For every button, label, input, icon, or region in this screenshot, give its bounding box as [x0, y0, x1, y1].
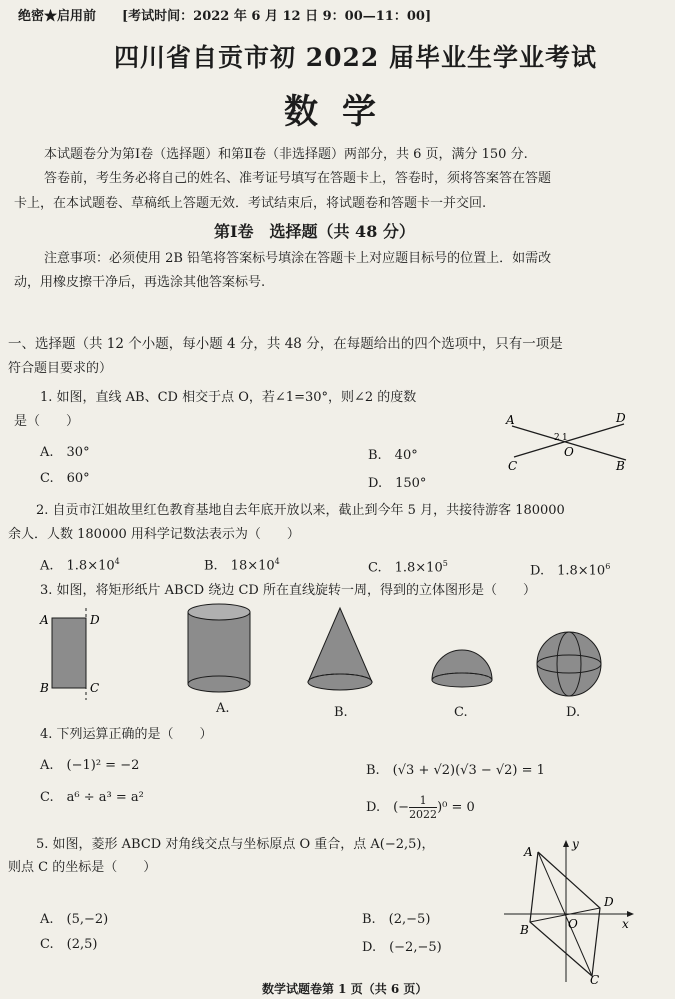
q2-option-c: C. $1.8\times 10^5$: [368, 559, 448, 576]
q5-option-c: C. (2,5): [40, 937, 98, 952]
q3-rectangle-figure: [36, 608, 108, 700]
q2-option-d: D. $1.8\times 10^6$: [530, 562, 611, 579]
q5-option-b: B. (2,−5): [362, 912, 431, 927]
q5-option-d: D. (−2,−5): [362, 940, 442, 955]
q4-stem: 4. 下列运算正确的是（ ）: [40, 727, 213, 742]
page-footer: 数学试题卷第 1 页（共 6 页）: [262, 982, 428, 996]
svg-text:O: O: [568, 917, 578, 931]
q1-angle-1: 1: [562, 433, 568, 443]
part1-note-b: 动，用橡皮擦干净后，再选涂其他答案标号.: [14, 275, 266, 290]
q3-stem: 3. 如图，将矩形纸片 ABCD 绕边 CD 所在直线旋转一周，得到的立体图形是（ ）: [40, 583, 536, 598]
svg-text:C: C: [90, 681, 100, 695]
q2-stem-a: 2. 自贡市江姐故里红色教育基地自去年底开放以来，截止到今年 5 月，共接待游客 180000: [36, 503, 565, 518]
intro-line-1: 本试题卷分为第Ⅰ卷（选择题）和第Ⅱ卷（非选择题）两部分，共 6 页，满分 150 分.: [44, 147, 528, 162]
q2-option-b: B. $18\times 10^4$: [204, 557, 280, 574]
part1-note-a: 注意事项：必须使用 2B 铅笔将答案标号填涂在答题卡上对应题目标号的位置上．如需改: [44, 251, 552, 266]
svg-text:B: B: [520, 923, 529, 937]
q2-option-a: A. $1.8\times 10^4$: [40, 557, 120, 574]
svg-text:B: B: [40, 681, 49, 695]
q3-hemisphere: [426, 644, 498, 696]
q1-option-c: C. 60°: [40, 471, 90, 486]
q5-figure: [500, 836, 640, 986]
q3-label-d: D.: [566, 705, 581, 720]
svg-text:C: C: [590, 973, 600, 986]
q5-stem-b: 则点 C 的坐标是（ ）: [8, 860, 157, 875]
q2-stem-b: 余人．人数 180000 用科学记数法表示为（ ）: [8, 527, 300, 542]
q1-label-a: A: [506, 413, 515, 427]
q4-option-a: A. (−1)² = −2: [40, 758, 140, 773]
q1-option-d: D. 150°: [368, 476, 427, 491]
q3-label-a: A.: [216, 701, 230, 716]
q5-option-a: A. (5,−2): [40, 912, 109, 927]
svg-text:D: D: [90, 613, 100, 627]
q1-label-d: D: [616, 411, 626, 425]
q1-label-c: C: [508, 459, 518, 473]
part1-title: 第Ⅰ卷 选择题（共 48 分）: [214, 222, 415, 241]
q1-angle-2: 2: [554, 433, 560, 443]
svg-text:x: x: [622, 917, 629, 931]
section1-heading-a: 一、选择题（共 12 个小题，每小题 4 分，共 48 分，在每题给出的四个选项中，只有一项是: [8, 336, 563, 352]
svg-text:A: A: [40, 613, 49, 627]
q3-cone: [300, 604, 380, 700]
svg-text:A: A: [524, 845, 533, 859]
q3-label-c: C.: [454, 705, 468, 720]
q1-label-b: B: [616, 459, 625, 473]
q1-stem-a: 1. 如图，直线 AB、CD 相交于点 O，若∠1=30°，则∠2 的度数: [40, 390, 417, 405]
exam-time: [考试时间：2022 年 6 月 12 日 9：00—11：00]: [122, 9, 432, 24]
q3-sphere: [534, 628, 604, 700]
q1-label-o: O: [564, 445, 574, 459]
q4-option-d: D. (− $\frac{1}{2022}$ )⁰ = 0: [366, 794, 475, 821]
q5-stem-a: 5. 如图，菱形 ABCD 对角线交点与坐标原点 O 重合，点 A(−2,5)，: [36, 837, 435, 852]
q1-figure: [500, 404, 640, 474]
q1-option-a: A. 30°: [40, 445, 90, 460]
q4-option-c: C. a⁶ ÷ a³ = a²: [40, 790, 144, 805]
svg-text:D: D: [604, 895, 614, 909]
secret-label: 绝密★启用前: [18, 9, 97, 24]
q3-label-b: B.: [334, 705, 348, 720]
q3-cylinder: [180, 600, 260, 700]
q4-option-b: B. (√3 + √2)(√3 − √2) = 1: [366, 763, 545, 778]
section1-heading-b: 符合题目要求的）: [8, 361, 113, 376]
page-title: 四川省自贡市初 2022 届毕业生学业考试: [114, 43, 597, 72]
q1-option-b: B. 40°: [368, 448, 418, 463]
q1-stem-b: 是（ ）: [14, 414, 80, 429]
intro-line-2a: 答卷前，考生务必将自己的姓名、准考证号填写在答题卡上，答卷时，须将答案答在答题: [44, 171, 552, 186]
subject-title: 数学: [284, 92, 400, 132]
intro-line-2b: 卡上，在本试题卷、草稿纸上答题无效．考试结束后，将试题卷和答题卡一并交回.: [14, 196, 487, 211]
svg-text:y: y: [572, 837, 579, 851]
